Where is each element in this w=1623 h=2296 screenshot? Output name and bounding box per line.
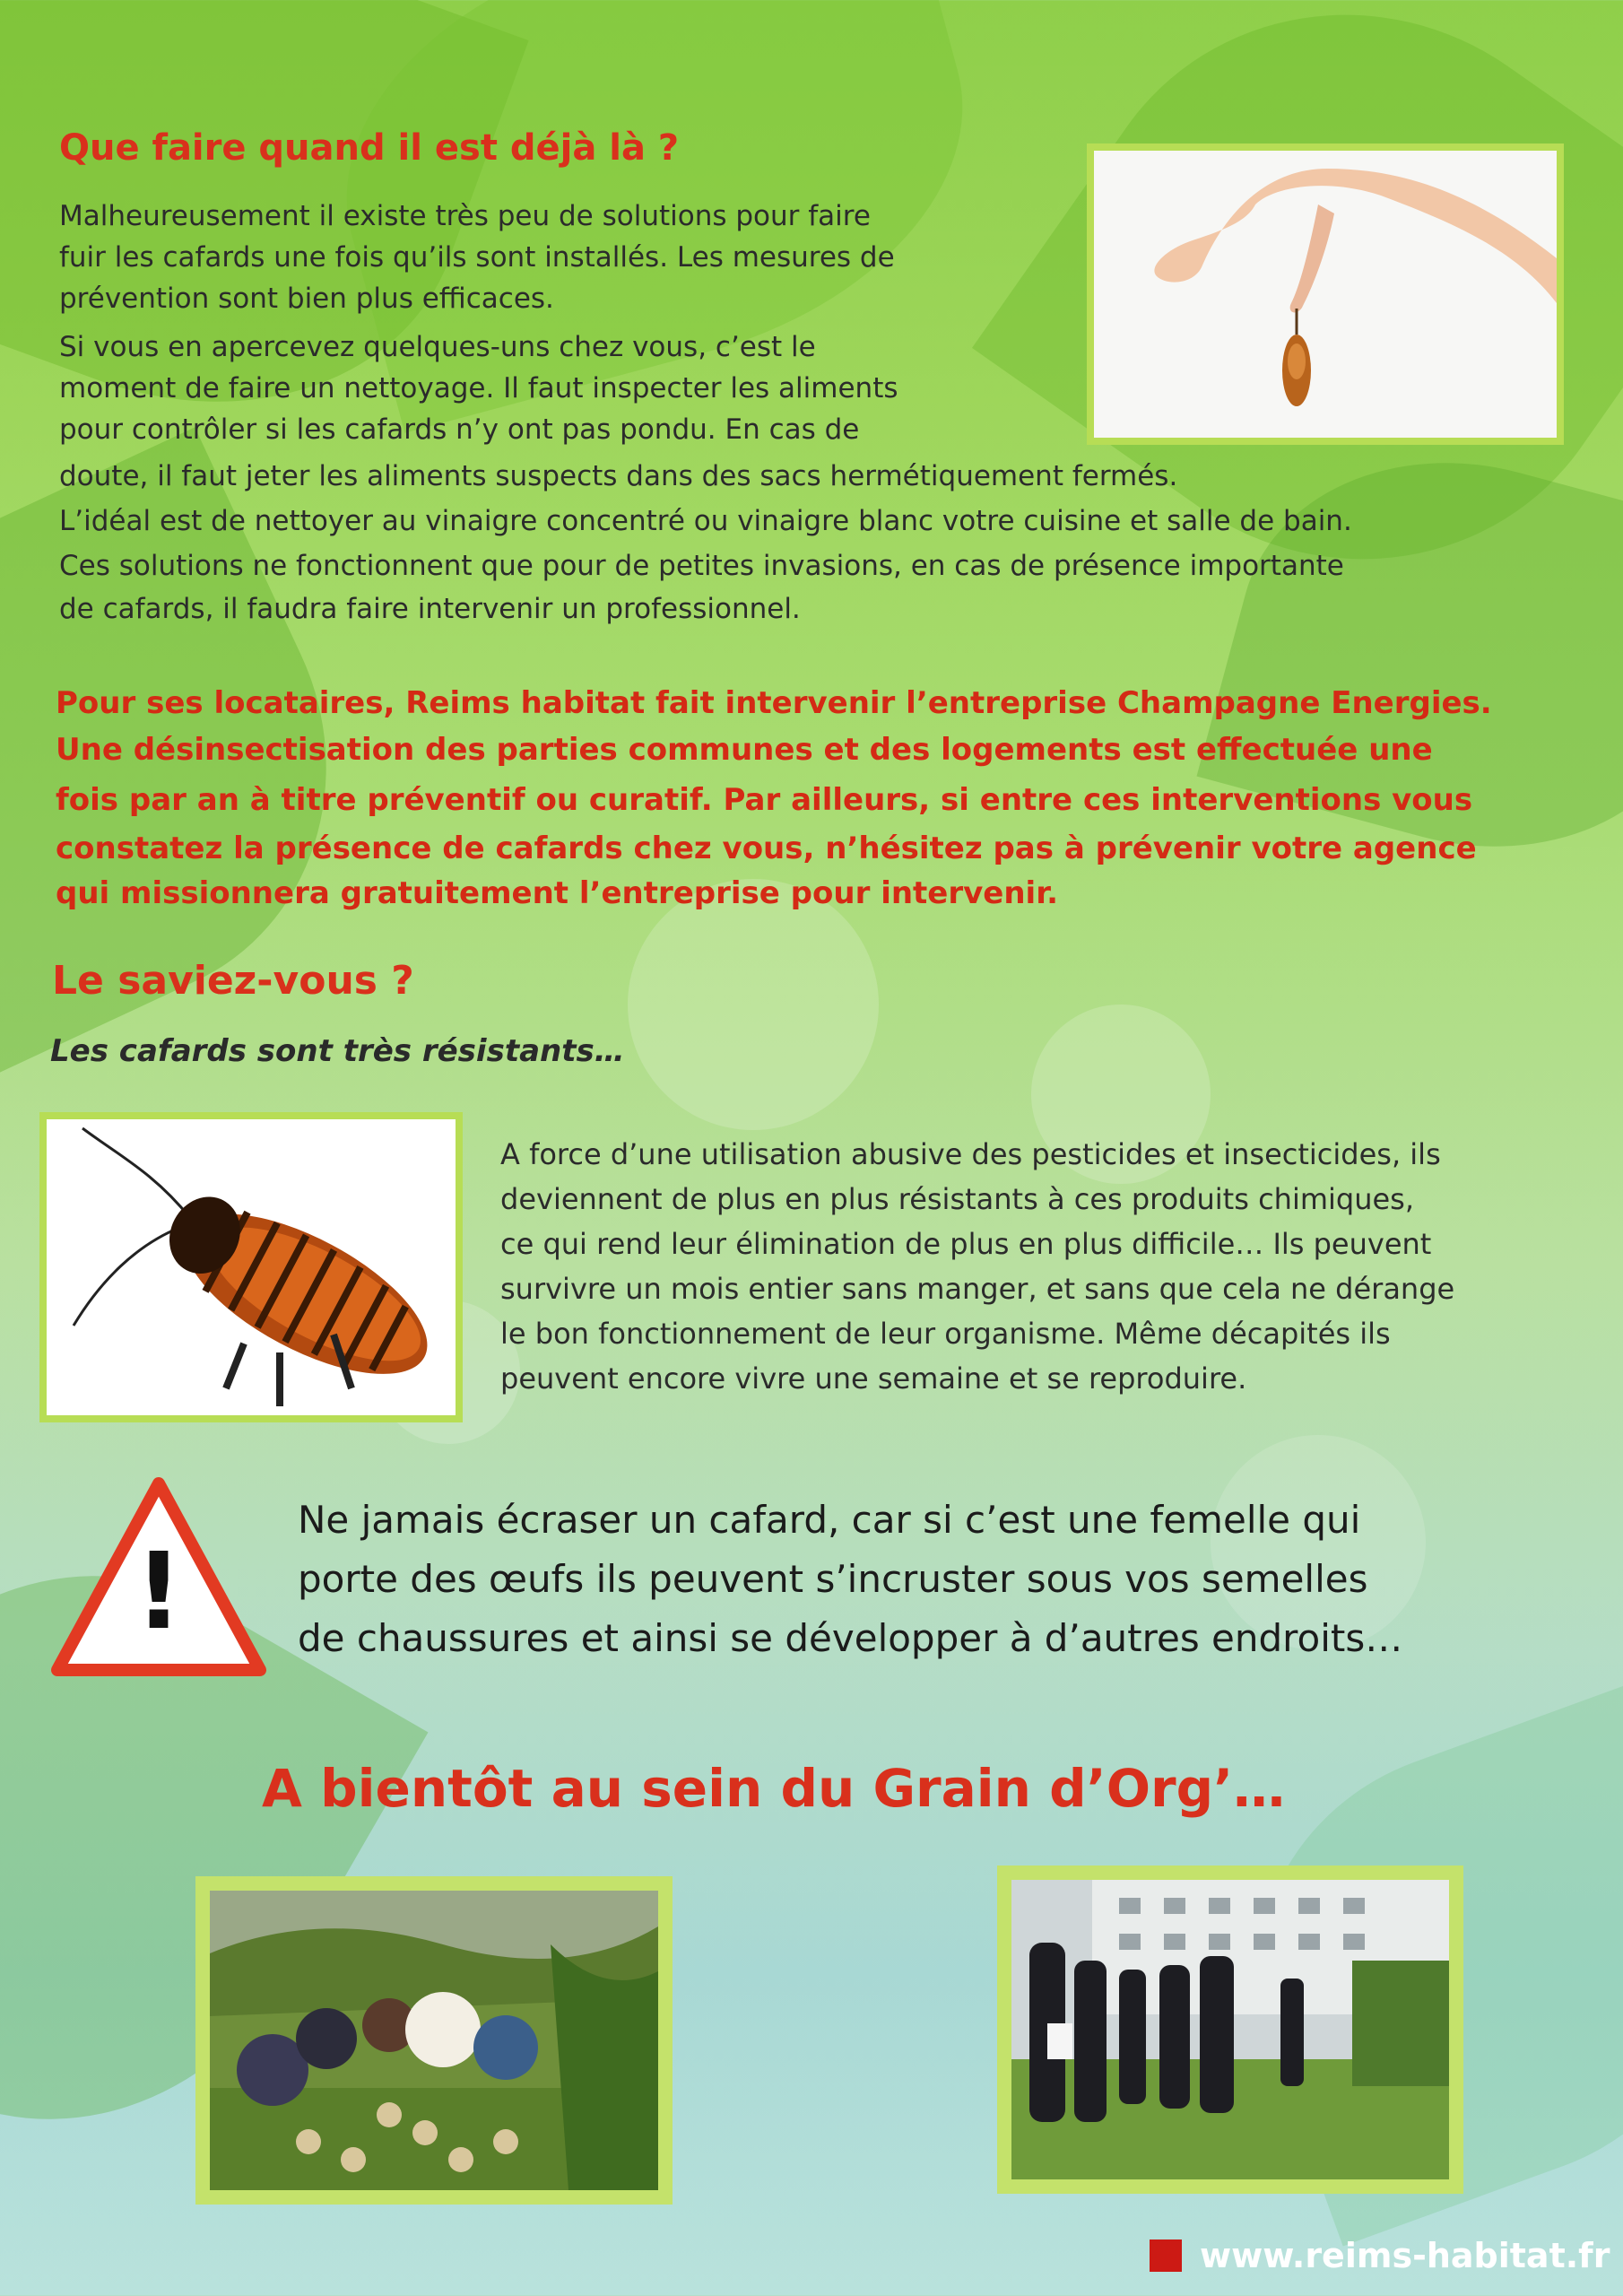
- notice-line: constatez la présence de cafards chez vous, n’hésitez pas à prévenir votre agence: [56, 831, 1477, 866]
- text-line: moment de faire un nettoyage. Il faut inspecter les aliments: [59, 372, 898, 404]
- website-link[interactable]: www.reims-habitat.fr: [1200, 2236, 1610, 2275]
- text-line: Malheureusement il existe très peu de solutions pour faire: [59, 200, 871, 232]
- text-line: Ces solutions ne fonctionnent que pour de petites invasions, en cas de présence importante: [59, 550, 1344, 582]
- photo-group-outdoors: [997, 1866, 1463, 2194]
- closing-heading: A bientôt au sein du Grain d’Org’…: [262, 1758, 1286, 1819]
- group-outdoors-illustration: [1011, 1880, 1449, 2179]
- red-square-icon: [1150, 2239, 1182, 2272]
- section-subheading: Les cafards sont très résistants…: [50, 1033, 625, 1069]
- photo-cockroach: [39, 1112, 463, 1422]
- text-line: A force d’une utilisation abusive des pesticides et insecticides, ils: [500, 1137, 1441, 1171]
- warning-triangle-icon: [47, 1471, 271, 1686]
- text-line: le bon fonctionnement de leur organisme. Même décapités ils: [500, 1317, 1391, 1351]
- text-line: deviennent de plus en plus résistants à ces produits chimiques,: [500, 1182, 1415, 1216]
- notice-line: Une désinsectisation des parties communes et des logements est effectuée une: [56, 732, 1433, 768]
- photo-children-garden: [195, 1876, 673, 2205]
- hand-cockroach-illustration: [1094, 151, 1557, 438]
- text-line: fuir les cafards une fois qu’ils sont installés. Les mesures de: [59, 241, 895, 274]
- exclamation-symbol: !: [135, 1529, 183, 1653]
- section-heading-what-to-do: Que faire quand il est déjà là ?: [59, 127, 680, 169]
- notice-line: Pour ses locataires, Reims habitat fait intervenir l’entreprise Champagne Energies.: [56, 685, 1492, 721]
- cockroach-illustration: [47, 1119, 456, 1415]
- photo-hand-holding-cockroach: [1087, 144, 1564, 445]
- text-line: ce qui rend leur élimination de plus en plus difficile… Ils peuvent: [500, 1227, 1432, 1261]
- warning-line: porte des œufs ils peuvent s’incruster sous vos semelles: [298, 1557, 1368, 1601]
- text-line: survivre un mois entier sans manger, et sans que cela ne dérange: [500, 1272, 1455, 1306]
- notice-line: qui missionnera gratuitement l’entreprise pour intervenir.: [56, 875, 1059, 911]
- notice-line: fois par an à titre préventif ou curatif. Par ailleurs, si entre ces interventions vous: [56, 782, 1473, 818]
- warning-line: de chaussures et ainsi se développer à d’autres endroits…: [298, 1616, 1403, 1660]
- text-line: de cafards, il faudra faire intervenir un professionnel.: [59, 593, 801, 625]
- text-line: peuvent encore vivre une semaine et se reproduire.: [500, 1361, 1247, 1396]
- text-line: L’idéal est de nettoyer au vinaigre concentré ou vinaigre blanc votre cuisine et salle de bain.: [59, 505, 1352, 537]
- footer-url[interactable]: [1150, 2233, 1610, 2278]
- text-line: doute, il faut jeter les aliments suspects dans des sacs hermétiquement fermés.: [59, 460, 1178, 492]
- children-garden-illustration: [210, 1891, 658, 2190]
- text-line: pour contrôler si les cafards n’y ont pas pondu. En cas de: [59, 413, 860, 446]
- section-heading-did-you-know: Le saviez-vous ?: [52, 958, 414, 1004]
- text-line: prévention sont bien plus efficaces.: [59, 283, 554, 315]
- warning-line: Ne jamais écraser un cafard, car si c’est une femelle qui: [298, 1498, 1361, 1542]
- text-line: Si vous en apercevez quelques-uns chez vous, c’est le: [59, 331, 816, 363]
